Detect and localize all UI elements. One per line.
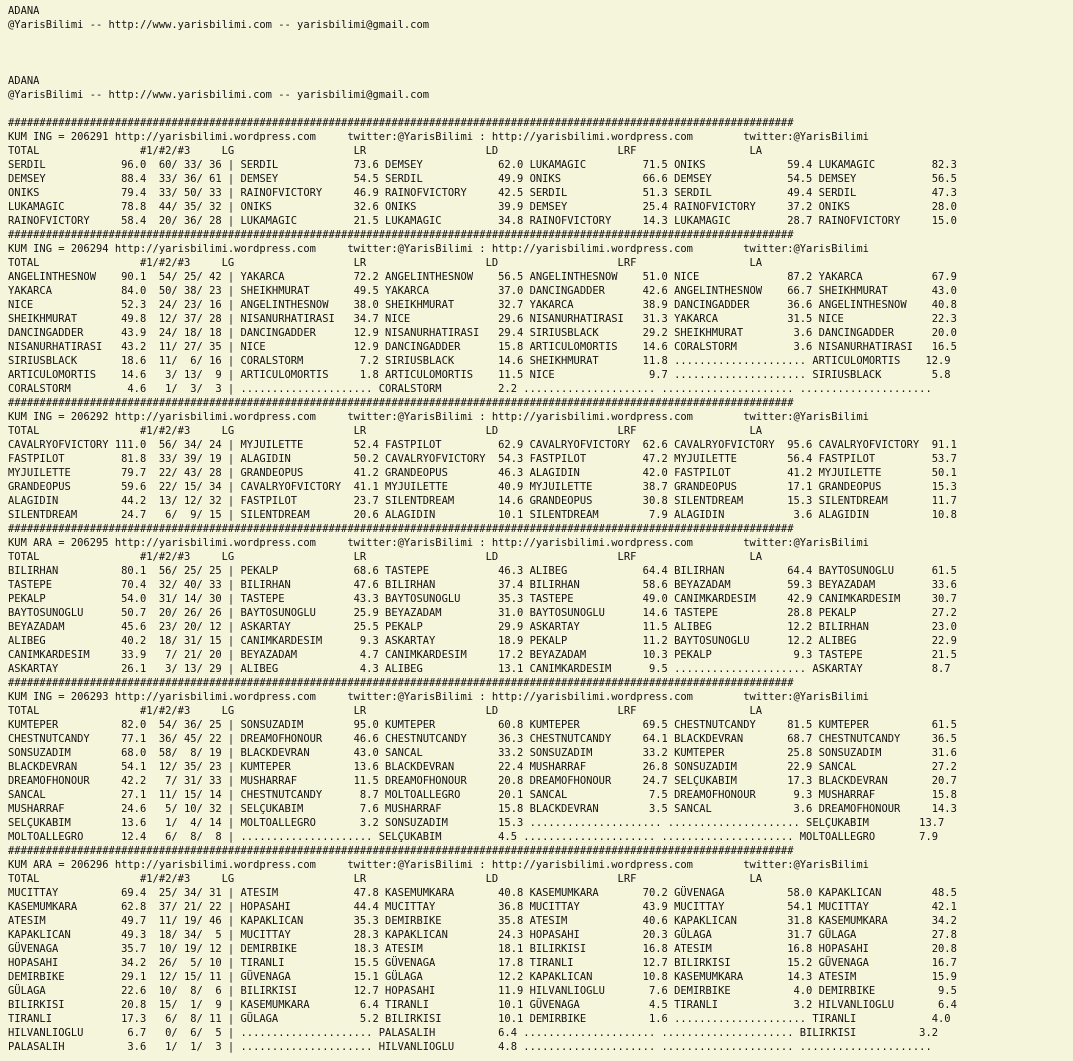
horse-row: ARTICULOMORTIS 14.6 3/ 13/ 9 | ARTICULOMORTIS 1.8 ARTICULOMORTIS 11.5 NICE 9.7 ..................... SIRIUSBLACK 5.8 (8, 369, 951, 381)
horse-row: DEMIRBIKE 29.1 12/ 15/ 11 | GÜVENAGA 15.1 GÜLAGA 12.2 KAPAKLICAN 10.8 KASEMUMKARA 14.3 ATESIM 15.9 (8, 971, 957, 983)
horse-row: CAVALRYOFVICTORY 111.0 56/ 34/ 24 | MYJUILETTE 52.4 FASTPILOT 62.9 CAVALRYOFVICTORY 62.6 CAVALRYOFVICTORY 95.6 CAVALRYOFVICTORY 91.1 (8, 439, 957, 451)
horse-row: SANCAL 27.1 11/ 15/ 14 | CHESTNUTCANDY 8.7 MOLTOALLEGRO 20.1 SANCAL 7.5 DREAMOFHONOUR 9.3 MUSHARRAF 15.8 (8, 789, 957, 801)
race-header: KUM ING = 206294 http://yarisbilimi.wordpress.com twitter:@YarisBilimi : http://yarisbilimi.wordpress.com twitter:@YarisBilimi (8, 243, 869, 255)
section-separator: ############################################################################################################################# (8, 677, 794, 689)
race-header: KUM ARA = 206296 http://yarisbilimi.wordpress.com twitter:@YarisBilimi : http://yarisbilimi.wordpress.com twitter:@YarisBilimi (8, 859, 869, 871)
horse-row: MUSHARRAF 24.6 5/ 10/ 32 | SELÇUKABIM 7.6 MUSHARRAF 15.8 BLACKDEVRAN 3.5 SANCAL 3.6 DREAMOFHONOUR 14.3 (8, 803, 957, 815)
horse-row: YAKARCA 84.0 50/ 38/ 23 | SHEIKHMURAT 49.5 YAKARCA 37.0 DANCINGADDER 42.6 ANGELINTHESNOW 66.7 SHEIKHMURAT 43.0 (8, 285, 957, 297)
horse-row: CANIMKARDESIM 33.9 7/ 21/ 20 | BEYAZADAM 4.7 CANIMKARDESIM 17.2 BEYAZADAM 10.3 PEKALP 9.3 TASTEPE 21.5 (8, 649, 957, 661)
race-header: KUM ING = 206292 http://yarisbilimi.wordpress.com twitter:@YarisBilimi : http://yarisbilimi.wordpress.com twitter:@YarisBilimi (8, 411, 869, 423)
horse-row: DREAMOFHONOUR 42.2 7/ 31/ 33 | MUSHARRAF 11.5 DREAMOFHONOUR 20.8 DREAMOFHONOUR 24.7 SELÇUKABIM 17.3 BLACKDEVRAN 20.7 (8, 775, 957, 787)
horse-row: BILIRKISI 20.8 15/ 1/ 9 | KASEMUMKARA 6.4 TIRANLI 10.1 GÜVENAGA 4.5 TIRANLI 3.2 HILVANLIOGLU 6.4 (8, 999, 957, 1011)
horse-row: TASTEPE 70.4 32/ 40/ 33 | BILIRHAN 47.6 BILIRHAN 37.4 BILIRHAN 58.6 BEYAZADAM 59.3 BEYAZADAM 33.6 (8, 579, 957, 591)
horse-row: BLACKDEVRAN 54.1 12/ 35/ 23 | KUMTEPER 13.6 BLACKDEVRAN 22.4 MUSHARRAF 26.8 SONSUZADIM 22.9 SANCAL 27.2 (8, 761, 957, 773)
horse-row: TIRANLI 17.3 6/ 8/ 11 | GÜLAGA 5.2 BILIRKISI 10.1 DEMIRBIKE 1.6 ..................... TIRANLI 4.0 (8, 1013, 951, 1025)
horse-row: SHEIKHMURAT 49.8 12/ 37/ 28 | NISANURHATIRASI 34.7 NICE 29.6 NISANURHATIRASI 31.3 YAKARCA 31.5 NICE 22.3 (8, 313, 957, 325)
blank-line (8, 102, 1073, 116)
section-separator: ############################################################################################################################# (8, 229, 794, 241)
column-header: TOTAL #1/#2/#3 LG LR LD LRF LA (8, 705, 763, 717)
horse-row: SELÇUKABIM 13.6 1/ 4/ 14 | MOLTOALLEGRO 3.2 SONSUZADIM 15.3 ..................... ..................... SELÇUKABIM 13.7 (8, 817, 945, 829)
horse-row: PEKALP 54.0 31/ 14/ 30 | TASTEPE 43.3 BAYTOSUNOGLU 35.3 TASTEPE 49.0 CANIMKARDESIM 42.9 CANIMKARDESIM 30.7 (8, 593, 957, 605)
horse-row: MOLTOALLEGRO 12.4 6/ 8/ 8 | ..................... SELÇUKABIM 4.5 ..................... ..................... MOLTOALLEGRO 7.9 (8, 831, 939, 843)
column-header: TOTAL #1/#2/#3 LG LR LD LRF LA (8, 145, 763, 157)
horse-row: MUCITTAY 69.4 25/ 34/ 31 | ATESIM 47.8 KASEMUMKARA 40.8 KASEMUMKARA 70.2 GÜVENAGA 58.0 KAPAKLICAN 48.5 (8, 887, 957, 899)
blank-line (8, 46, 1073, 60)
horse-row: SONSUZADIM 68.0 58/ 8/ 19 | BLACKDEVRAN 43.0 SANCAL 33.2 SONSUZADIM 33.2 KUMTEPER 25.8 SONSUZADIM 31.6 (8, 747, 957, 759)
horse-row: KAPAKLICAN 49.3 18/ 34/ 5 | MUCITTAY 28.3 KAPAKLICAN 24.3 HOPASAHI 20.3 GÜLAGA 31.7 GÜLAGA 27.8 (8, 929, 957, 941)
horse-row: SERDIL 96.0 60/ 33/ 36 | SERDIL 73.6 DEMSEY 62.0 LUKAMAGIC 71.5 ONIKS 59.4 LUKAMAGIC 82.3 (8, 159, 957, 171)
horse-row: CORALSTORM 4.6 1/ 3/ 3 | ..................... CORALSTORM 2.2 ..................... ..................... ..................... (8, 383, 932, 395)
horse-row: ASKARTAY 26.1 3/ 13/ 29 | ALIBEG 4.3 ALIBEG 13.1 CANIMKARDESIM 9.5 ..................... ASKARTAY 8.7 (8, 663, 951, 675)
horse-row: HOPASAHI 34.2 26/ 5/ 10 | TIRANLI 15.5 GÜVENAGA 17.8 TIRANLI 12.7 BILIRKISI 15.2 GÜVENAGA 16.7 (8, 957, 957, 969)
horse-row: MYJUILETTE 79.7 22/ 43/ 28 | GRANDEOPUS 41.2 GRANDEOPUS 46.3 ALAGIDIN 42.0 FASTPILOT 41.2 MYJUILETTE 50.1 (8, 467, 957, 479)
horse-row: CHESTNUTCANDY 77.1 36/ 45/ 22 | DREAMOFHONOUR 46.6 CHESTNUTCANDY 36.3 CHESTNUTCANDY 64.1 BLACKDEVRAN 68.7 CHESTNUTCANDY 36.5 (8, 733, 957, 745)
horse-row: PALASALIH 3.6 1/ 1/ 3 | ..................... HILVANLIOGLU 4.8 ..................... ..................... ..................... (8, 1041, 932, 1053)
race-header: KUM ARA = 206295 http://yarisbilimi.wordpress.com twitter:@YarisBilimi : http://yarisbilimi.wordpress.com twitter:@YarisBilimi (8, 537, 869, 549)
horse-row: GRANDEOPUS 59.6 22/ 15/ 34 | CAVALRYOFVICTORY 41.1 MYJUILETTE 40.9 MYJUILETTE 38.7 GRANDEOPUS 17.1 GRANDEOPUS 15.3 (8, 481, 957, 493)
horse-row: BAYTOSUNOGLU 50.7 20/ 26/ 26 | BAYTOSUNOGLU 25.9 BEYAZADAM 31.0 BAYTOSUNOGLU 14.6 TASTEPE 28.8 PEKALP 27.2 (8, 607, 957, 619)
column-header: TOTAL #1/#2/#3 LG LR LD LRF LA (8, 257, 763, 269)
section-separator: ############################################################################################################################# (8, 117, 794, 129)
horse-row: RAINOFVICTORY 58.4 20/ 36/ 28 | LUKAMAGIC 21.5 LUKAMAGIC 34.8 RAINOFVICTORY 14.3 LUKAMAGIC 28.7 RAINOFVICTORY 15.0 (8, 215, 957, 227)
horse-row: ATESIM 49.7 11/ 19/ 46 | KAPAKLICAN 35.3 DEMIRBIKE 35.8 ATESIM 40.6 KAPAKLICAN 31.8 KASEMUMKARA 34.2 (8, 915, 957, 927)
horse-row: LUKAMAGIC 78.8 44/ 35/ 32 | ONIKS 32.6 ONIKS 39.9 DEMSEY 25.4 RAINOFVICTORY 37.2 ONIKS 28.0 (8, 201, 957, 213)
blank-line (8, 32, 1073, 46)
section-separator: ############################################################################################################################# (8, 397, 794, 409)
section-separator: ############################################################################################################################# (8, 523, 794, 535)
horse-row: BILIRHAN 80.1 56/ 25/ 25 | PEKALP 68.6 TASTEPE 46.3 ALIBEG 64.4 BILIRHAN 64.4 BAYTOSUNOGLU 61.5 (8, 565, 957, 577)
horse-row: NISANURHATIRASI 43.2 11/ 27/ 35 | NICE 12.9 DANCINGADDER 15.8 ARTICULOMORTIS 14.6 CORALSTORM 3.6 NISANURHATIRASI 16.5 (8, 341, 957, 353)
column-header: TOTAL #1/#2/#3 LG LR LD LRF LA (8, 425, 763, 437)
horse-row: ALIBEG 40.2 18/ 31/ 15 | CANIMKARDESIM 9.3 ASKARTAY 18.9 PEKALP 11.2 BAYTOSUNOGLU 12.2 ALIBEG 22.9 (8, 635, 957, 647)
race-header: KUM ING = 206291 http://yarisbilimi.wordpress.com twitter:@YarisBilimi : http://yarisbilimi.wordpress.com twitter:@YarisBilimi (8, 131, 869, 143)
horse-row: BEYAZADAM 45.6 23/ 20/ 12 | ASKARTAY 25.5 PEKALP 29.9 ASKARTAY 11.5 ALIBEG 12.2 BILIRHAN 23.0 (8, 621, 957, 633)
section-separator: ############################################################################################################################# (8, 845, 794, 857)
horse-row: ONIKS 79.4 33/ 50/ 33 | RAINOFVICTORY 46.9 RAINOFVICTORY 42.5 SERDIL 51.3 SERDIL 49.4 SERDIL 47.3 (8, 187, 957, 199)
horse-row: NICE 52.3 24/ 23/ 16 | ANGELINTHESNOW 38.0 SHEIKHMURAT 32.7 YAKARCA 38.9 DANCINGADDER 36.6 ANGELINTHESNOW 40.8 (8, 299, 957, 311)
horse-row: SIRIUSBLACK 18.6 11/ 6/ 16 | CORALSTORM 7.2 SIRIUSBLACK 14.6 SHEIKHMURAT 11.8 ..................... ARTICULOMORTIS 12.9 (8, 355, 951, 367)
site-credit: @YarisBilimi -- http://www.yarisbilimi.com -- yarisbilimi@gmail.com (8, 19, 430, 31)
venue-title: ADANA (8, 5, 40, 17)
horse-row: KASEMUMKARA 62.8 37/ 21/ 22 | HOPASAHI 44.4 MUCITTAY 36.8 MUCITTAY 43.9 MUCITTAY 54.1 MUCITTAY 42.1 (8, 901, 957, 913)
column-header: TOTAL #1/#2/#3 LG LR LD LRF LA (8, 551, 763, 563)
horse-row: GÜVENAGA 35.7 10/ 19/ 12 | DEMIRBIKE 18.3 ATESIM 18.1 BILIRKISI 16.8 ATESIM 16.8 HOPASAHI 20.8 (8, 943, 957, 955)
horse-row: SILENTDREAM 24.7 6/ 9/ 15 | SILENTDREAM 20.6 ALAGIDIN 10.1 SILENTDREAM 7.9 ALAGIDIN 3.6 ALAGIDIN 10.8 (8, 509, 957, 521)
horse-row: KUMTEPER 82.0 54/ 36/ 25 | SONSUZADIM 95.0 KUMTEPER 60.8 KUMTEPER 69.5 CHESTNUTCANDY 81.5 KUMTEPER 61.5 (8, 719, 957, 731)
race-header: KUM ING = 206293 http://yarisbilimi.wordpress.com twitter:@YarisBilimi : http://yarisbilimi.wordpress.com twitter:@YarisBilimi (8, 691, 869, 703)
horse-row: GÜLAGA 22.6 10/ 8/ 6 | BILIRKISI 12.7 HOPASAHI 11.9 HILVANLIOGLU 7.6 DEMIRBIKE 4.0 DEMIRBIKE 9.5 (8, 985, 957, 997)
horse-row: FASTPILOT 81.8 33/ 39/ 19 | ALAGIDIN 50.2 CAVALRYOFVICTORY 54.3 FASTPILOT 47.2 MYJUILETTE 56.4 FASTPILOT 53.7 (8, 453, 957, 465)
horse-row: HILVANLIOGLU 6.7 0/ 6/ 5 | ..................... PALASALIH 6.4 ..................... ..................... BILIRKISI 3.2 (8, 1027, 939, 1039)
horse-row: ALAGIDIN 44.2 13/ 12/ 32 | FASTPILOT 23.7 SILENTDREAM 14.6 GRANDEOPUS 30.8 SILENTDREAM 15.3 SILENTDREAM 11.7 (8, 495, 957, 507)
blank-line (8, 60, 1073, 74)
horse-row: ANGELINTHESNOW 90.1 54/ 25/ 42 | YAKARCA 72.2 ANGELINTHESNOW 56.5 ANGELINTHESNOW 51.0 NICE 87.2 YAKARCA 67.9 (8, 271, 957, 283)
venue-title: ADANA (8, 75, 40, 87)
site-credit: @YarisBilimi -- http://www.yarisbilimi.com -- yarisbilimi@gmail.com (8, 89, 430, 101)
horse-row: DANCINGADDER 43.9 24/ 18/ 18 | DANCINGADDER 12.9 NISANURHATIRASI 29.4 SIRIUSBLACK 29.2 SHEIKHMURAT 3.6 DANCINGADDER 20.0 (8, 327, 957, 339)
column-header: TOTAL #1/#2/#3 LG LR LD LRF LA (8, 873, 763, 885)
horse-row: DEMSEY 88.4 33/ 36/ 61 | DEMSEY 54.5 SERDIL 49.9 ONIKS 66.6 DEMSEY 54.5 DEMSEY 56.5 (8, 173, 957, 185)
